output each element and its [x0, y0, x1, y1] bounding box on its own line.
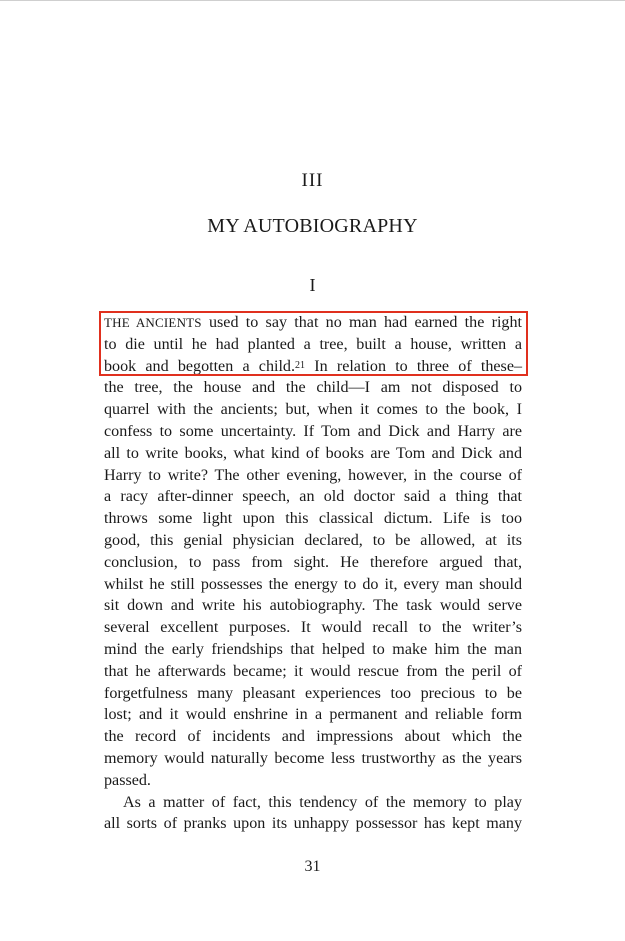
chapter-title: MY AUTOBIOGRAPHY	[207, 215, 418, 237]
text-line: the tree, the house and the child—I am not disposed to	[104, 379, 522, 397]
text-line: that he afterwards became; it would rescue from the peril of	[104, 662, 522, 680]
text-line: forgetfulness many pleasant experiences too precious to be	[104, 684, 522, 702]
text-line: all sorts of pranks upon its unhappy possessor has kept many	[104, 815, 522, 833]
text-line: all to write books, what kind of books are Tom and Dick and	[104, 444, 522, 462]
page-number: 31	[304, 858, 321, 875]
text-line	[104, 356, 522, 378]
text-line: confess to some uncertainty. If Tom and Dick and Harry are	[104, 422, 522, 440]
text-line: several excellent purposes. It would recall to the writer’s	[104, 619, 522, 637]
top-border	[0, 0, 625, 1]
text-line: Harry to write? The other evening, however, in the course of	[104, 466, 522, 484]
text-line: whilst he still possesses the energy to do it, every man should	[104, 575, 522, 593]
body-text	[104, 312, 522, 835]
text-line: sit down and write his autobiography. The task would serve	[104, 597, 522, 615]
footnote-marker[interactable]: 21	[295, 359, 306, 371]
text-line: lost; and it would enshrine in a permanent and reliable form	[104, 706, 522, 724]
text-line: to die until he had planted a tree, built a house, written a	[104, 335, 522, 353]
chapter-number: III	[301, 170, 324, 191]
text-line: conclusion, to pass from sight. He therefore argued that,	[104, 553, 522, 571]
text-run: book and begotten a child.	[104, 357, 296, 375]
text-run: In relation to three of these–	[305, 357, 523, 375]
text-line: As a matter of fact, this tendency of the memory to play	[123, 793, 522, 811]
text-run: used to say that no man had earned the right	[201, 314, 522, 331]
text-line: quarrel with the ancients; but, when it comes to the book, I	[104, 401, 522, 419]
text-line: memory would naturally become less trustworthy as the years	[104, 749, 522, 767]
text-line: a racy after-dinner speech, an old doctor said a thing that	[104, 488, 522, 506]
text-line	[104, 312, 522, 334]
text-line: mind the early friendships that helped to make him the man	[104, 640, 522, 658]
text-line: throws some light upon this classical dictum. Life is too	[104, 510, 522, 528]
text-line: the record of incidents and impressions about which the	[104, 728, 522, 746]
opening-smallcaps: THE ANCIENTS	[104, 315, 202, 330]
section-number: I	[309, 275, 316, 295]
text-line: passed.	[104, 771, 151, 789]
text-line: good, this genial physician declared, to be allowed, at its	[104, 531, 522, 549]
